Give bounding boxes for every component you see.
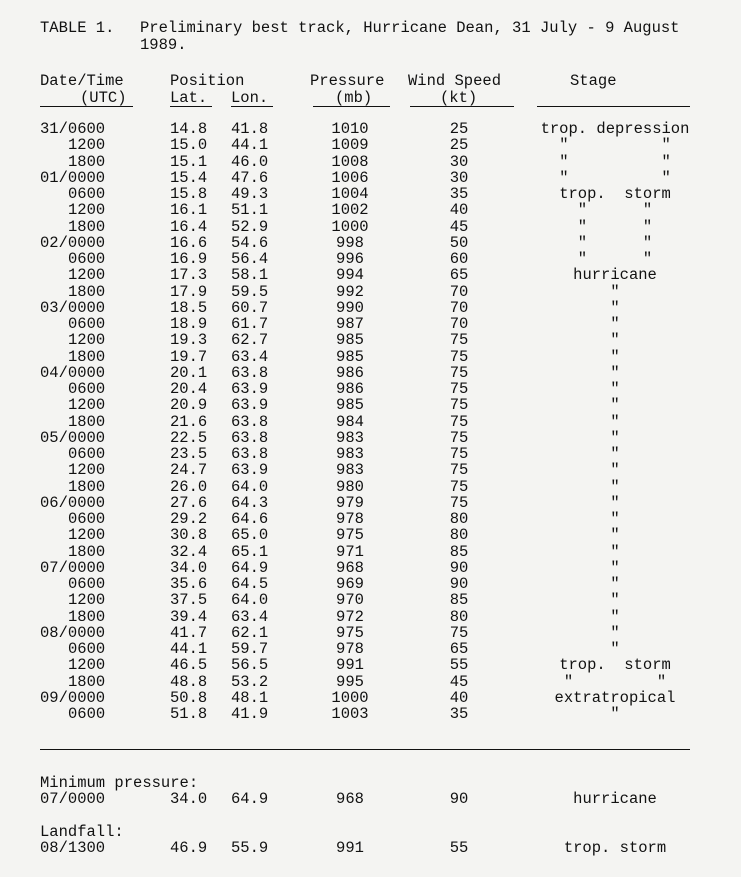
cell-wind: 45 xyxy=(449,217,469,236)
cell-pressure: 978 xyxy=(336,640,364,658)
cell-lat: 15.8 xyxy=(170,185,208,203)
cell-wind: 75 xyxy=(449,347,469,366)
table-row xyxy=(0,674,741,690)
cell-lon: 64.9 xyxy=(231,558,269,577)
cell-pressure: 985 xyxy=(336,347,364,366)
header-utc: (UTC) xyxy=(80,89,127,107)
cell-date: 1800 xyxy=(68,412,106,431)
cell-lat: 44.1 xyxy=(170,640,208,658)
cell-stage: " xyxy=(610,396,620,415)
cell-stage: " xyxy=(610,705,620,723)
cell-pressure: 975 xyxy=(336,526,364,545)
cell-pressure: 979 xyxy=(336,493,364,512)
cell-stage: " " xyxy=(559,168,671,187)
cell-lon: 51.1 xyxy=(231,201,269,220)
cell-lat: 20.4 xyxy=(170,380,208,398)
cell-wind: 90 xyxy=(449,790,469,808)
cell-date: 1800 xyxy=(68,347,106,366)
cell-lat: 15.4 xyxy=(170,168,208,187)
cell-lon: 64.6 xyxy=(231,510,269,528)
underline-stage xyxy=(537,106,690,107)
cell-stage: " xyxy=(610,315,620,333)
table-row xyxy=(0,137,741,153)
cell-lat: 35.6 xyxy=(170,575,208,593)
cell-lon: 54.6 xyxy=(231,233,269,252)
table-row xyxy=(0,235,741,251)
cell-wind: 65 xyxy=(449,266,469,285)
cell-wind: 80 xyxy=(449,526,469,545)
cell-date: 0600 xyxy=(68,445,106,463)
cell-lon: 64.5 xyxy=(231,575,269,593)
cell-stage: " xyxy=(610,461,620,480)
cell-stage: " xyxy=(610,363,620,382)
table-row xyxy=(0,284,741,300)
cell-wind: 65 xyxy=(449,640,469,658)
cell-lon: 60.7 xyxy=(231,298,269,317)
cell-lon: 41.9 xyxy=(231,705,269,723)
header-stage: Stage xyxy=(570,72,617,90)
cell-stage: trop. storm xyxy=(559,656,671,675)
underline-lat xyxy=(170,106,212,107)
cell-stage: " xyxy=(610,575,620,593)
cell-date: 08/0000 xyxy=(40,623,106,642)
cell-wind: 75 xyxy=(449,428,469,447)
cell-pressure: 1002 xyxy=(331,201,369,220)
cell-date: 0600 xyxy=(68,185,106,203)
cell-wind: 75 xyxy=(449,412,469,431)
cell-lat: 41.7 xyxy=(170,623,208,642)
table-row xyxy=(0,657,741,673)
cell-date: 0600 xyxy=(68,510,106,528)
cell-stage: " xyxy=(610,380,620,398)
cell-lon: 63.9 xyxy=(231,461,269,480)
cell-lon: 44.1 xyxy=(231,136,269,155)
cell-stage: " xyxy=(610,623,620,642)
table-row xyxy=(0,544,741,560)
cell-date: 0600 xyxy=(68,705,106,723)
underline-date xyxy=(40,106,133,107)
minimum-pressure-row xyxy=(0,791,741,807)
table-row xyxy=(0,706,741,722)
cell-pressure: 1004 xyxy=(331,185,369,203)
table-row xyxy=(0,479,741,495)
cell-lon: 48.1 xyxy=(231,688,269,707)
header-lat: Lat. xyxy=(170,89,208,107)
cell-wind: 40 xyxy=(449,201,469,220)
cell-date: 07/0000 xyxy=(40,790,106,808)
cell-date: 06/0000 xyxy=(40,493,106,512)
cell-pressure: 990 xyxy=(336,298,364,317)
cell-lat: 14.8 xyxy=(170,120,208,138)
cell-lat: 24.7 xyxy=(170,461,208,480)
cell-lat: 32.4 xyxy=(170,542,208,561)
cell-lon: 63.8 xyxy=(231,363,269,382)
cell-pressure: 983 xyxy=(336,428,364,447)
cell-pressure: 992 xyxy=(336,282,364,301)
cell-wind: 80 xyxy=(449,607,469,626)
table-row xyxy=(0,267,741,283)
cell-pressure: 970 xyxy=(336,591,364,610)
table-row xyxy=(0,446,741,462)
cell-lat: 20.1 xyxy=(170,363,208,382)
cell-date: 1200 xyxy=(68,136,106,155)
cell-lon: 53.2 xyxy=(231,672,269,691)
cell-lon: 52.9 xyxy=(231,217,269,236)
cell-stage: " " xyxy=(563,672,667,691)
cell-stage: " " xyxy=(559,152,671,171)
table-row xyxy=(0,560,741,576)
table-row xyxy=(0,641,741,657)
cell-pressure: 985 xyxy=(336,331,364,350)
cell-pressure: 971 xyxy=(336,542,364,561)
cell-lon: 64.9 xyxy=(231,790,269,808)
cell-lat: 20.9 xyxy=(170,396,208,415)
cell-date: 1200 xyxy=(68,396,106,415)
underline-pressure xyxy=(313,106,390,107)
cell-lon: 64.3 xyxy=(231,493,269,512)
cell-lat: 18.9 xyxy=(170,315,208,333)
cell-stage: " xyxy=(610,591,620,610)
cell-date: 1200 xyxy=(68,526,106,545)
cell-stage: " xyxy=(610,510,620,528)
cell-lon: 59.5 xyxy=(231,282,269,301)
cell-date: 1800 xyxy=(68,542,106,561)
cell-date: 1800 xyxy=(68,672,106,691)
table-row xyxy=(0,219,741,235)
cell-pressure: 968 xyxy=(336,558,364,577)
cell-lat: 48.8 xyxy=(170,672,208,691)
cell-date: 31/0600 xyxy=(40,120,106,138)
cell-date: 0600 xyxy=(68,250,106,268)
cell-stage: hurricane xyxy=(573,266,657,285)
cell-date: 1800 xyxy=(68,217,106,236)
cell-pressure: 1010 xyxy=(331,120,369,138)
cell-date: 08/1300 xyxy=(40,839,106,857)
cell-wind: 35 xyxy=(449,185,469,203)
cell-date: 1800 xyxy=(68,282,106,301)
cell-date: 02/0000 xyxy=(40,233,106,252)
cell-stage: " xyxy=(610,607,620,626)
table-caption: Preliminary best track, Hurricane Dean, 31 July - 9 August 1989. xyxy=(140,19,680,54)
header-date: Date/Time xyxy=(40,72,124,90)
table-row xyxy=(0,121,741,137)
table-row xyxy=(0,365,741,381)
cell-wind: 70 xyxy=(449,298,469,317)
minimum-pressure-label: Minimum pressure: xyxy=(40,774,199,792)
cell-pressure: 1000 xyxy=(331,217,369,236)
cell-lon: 63.9 xyxy=(231,380,269,398)
cell-stage: " xyxy=(610,542,620,561)
underline-wind xyxy=(410,106,514,107)
table-row xyxy=(0,316,741,332)
header-pressure: Pressure xyxy=(310,72,385,90)
cell-date: 1200 xyxy=(68,331,106,350)
header-mb: (mb) xyxy=(335,89,373,107)
cell-lon: 65.0 xyxy=(231,526,269,545)
table-row xyxy=(0,495,741,511)
cell-pressure: 986 xyxy=(336,363,364,382)
cell-wind: 70 xyxy=(449,282,469,301)
cell-lon: 64.0 xyxy=(231,477,269,496)
table-row xyxy=(0,300,741,316)
cell-pressure: 1006 xyxy=(331,168,369,187)
cell-lat: 34.0 xyxy=(170,790,208,808)
cell-pressure: 985 xyxy=(336,396,364,415)
cell-lon: 49.3 xyxy=(231,185,269,203)
cell-pressure: 968 xyxy=(336,790,364,808)
table-row xyxy=(0,527,741,543)
cell-pressure: 978 xyxy=(336,510,364,528)
cell-wind: 75 xyxy=(449,493,469,512)
table-row xyxy=(0,154,741,170)
cell-date: 0600 xyxy=(68,640,106,658)
cell-stage: " xyxy=(610,298,620,317)
cell-pressure: 1003 xyxy=(331,705,369,723)
cell-date: 1800 xyxy=(68,477,106,496)
cell-lat: 17.3 xyxy=(170,266,208,285)
header-kt: (kt) xyxy=(440,89,478,107)
cell-wind: 25 xyxy=(449,136,469,155)
cell-stage: " " xyxy=(577,233,653,252)
cell-wind: 75 xyxy=(449,477,469,496)
cell-lat: 50.8 xyxy=(170,688,208,707)
table-row xyxy=(0,690,741,706)
table-row xyxy=(0,430,741,446)
landfall-label: Landfall: xyxy=(40,823,124,841)
table-row xyxy=(0,251,741,267)
landfall-row xyxy=(0,840,741,856)
cell-date: 1800 xyxy=(68,607,106,626)
cell-date: 03/0000 xyxy=(40,298,106,317)
table-row xyxy=(0,170,741,186)
cell-lat: 30.8 xyxy=(170,526,208,545)
table-row xyxy=(0,349,741,365)
cell-stage: hurricane xyxy=(573,790,657,808)
cell-stage: " xyxy=(610,445,620,463)
cell-lon: 56.5 xyxy=(231,656,269,675)
cell-lon: 62.1 xyxy=(231,623,269,642)
cell-pressure: 983 xyxy=(336,461,364,480)
cell-pressure: 980 xyxy=(336,477,364,496)
cell-lon: 63.4 xyxy=(231,347,269,366)
cell-stage: " xyxy=(610,428,620,447)
underline-lon xyxy=(231,106,273,107)
table-row xyxy=(0,462,741,478)
cell-pressure: 991 xyxy=(336,839,364,857)
cell-stage: " xyxy=(610,331,620,350)
cell-pressure: 983 xyxy=(336,445,364,463)
cell-stage: " xyxy=(610,412,620,431)
cell-wind: 40 xyxy=(449,688,469,707)
cell-stage: trop. depression xyxy=(540,120,690,138)
cell-wind: 75 xyxy=(449,461,469,480)
cell-lat: 29.2 xyxy=(170,510,208,528)
cell-pressure: 984 xyxy=(336,412,364,431)
cell-wind: 50 xyxy=(449,233,469,252)
cell-date: 1200 xyxy=(68,201,106,220)
cell-date: 1200 xyxy=(68,656,106,675)
table-row xyxy=(0,511,741,527)
cell-wind: 85 xyxy=(449,542,469,561)
cell-stage: " xyxy=(610,640,620,658)
cell-wind: 70 xyxy=(449,315,469,333)
cell-lon: 62.7 xyxy=(231,331,269,350)
cell-wind: 55 xyxy=(449,839,469,857)
cell-date: 0600 xyxy=(68,380,106,398)
table-row xyxy=(0,397,741,413)
cell-lon: 56.4 xyxy=(231,250,269,268)
cell-lat: 16.6 xyxy=(170,233,208,252)
cell-lon: 63.8 xyxy=(231,428,269,447)
cell-date: 0600 xyxy=(68,315,106,333)
table-row xyxy=(0,592,741,608)
cell-wind: 30 xyxy=(449,152,469,171)
cell-stage: " " xyxy=(577,250,653,268)
table-row xyxy=(0,381,741,397)
cell-wind: 75 xyxy=(449,380,469,398)
cell-lat: 51.8 xyxy=(170,705,208,723)
header-position: Position xyxy=(170,72,245,90)
cell-date: 01/0000 xyxy=(40,168,106,187)
cell-stage: " xyxy=(610,282,620,301)
cell-lat: 26.0 xyxy=(170,477,208,496)
cell-pressure: 994 xyxy=(336,266,364,285)
cell-lat: 22.5 xyxy=(170,428,208,447)
cell-lon: 55.9 xyxy=(231,839,269,857)
table-row xyxy=(0,625,741,641)
cell-lat: 19.3 xyxy=(170,331,208,350)
cell-stage: " " xyxy=(577,217,653,236)
cell-pressure: 987 xyxy=(336,315,364,333)
header-wind: Wind Speed xyxy=(408,72,502,90)
cell-wind: 35 xyxy=(449,705,469,723)
cell-wind: 25 xyxy=(449,120,469,138)
cell-wind: 45 xyxy=(449,672,469,691)
table-row xyxy=(0,609,741,625)
cell-wind: 90 xyxy=(449,558,469,577)
cell-lat: 46.9 xyxy=(170,839,208,857)
cell-wind: 75 xyxy=(449,331,469,350)
cell-pressure: 1008 xyxy=(331,152,369,171)
cell-lat: 15.1 xyxy=(170,152,208,171)
cell-lat: 17.9 xyxy=(170,282,208,301)
cell-stage: " xyxy=(610,526,620,545)
cell-wind: 75 xyxy=(449,363,469,382)
cell-lat: 16.4 xyxy=(170,217,208,236)
cell-date: 1200 xyxy=(68,591,106,610)
cell-stage: " xyxy=(610,493,620,512)
cell-date: 09/0000 xyxy=(40,688,106,707)
cell-pressure: 986 xyxy=(336,380,364,398)
cell-lat: 16.9 xyxy=(170,250,208,268)
table-row xyxy=(0,414,741,430)
cell-lon: 63.8 xyxy=(231,412,269,431)
cell-wind: 75 xyxy=(449,623,469,642)
cell-lon: 63.4 xyxy=(231,607,269,626)
cell-date: 05/0000 xyxy=(40,428,106,447)
cell-wind: 60 xyxy=(449,250,469,268)
table-divider xyxy=(40,749,690,750)
table-row xyxy=(0,202,741,218)
cell-lon: 47.6 xyxy=(231,168,269,187)
cell-stage: " " xyxy=(577,201,653,220)
cell-stage: extratropical xyxy=(554,688,676,707)
cell-lon: 46.0 xyxy=(231,152,269,171)
cell-lat: 37.5 xyxy=(170,591,208,610)
cell-lat: 23.5 xyxy=(170,445,208,463)
cell-pressure: 975 xyxy=(336,623,364,642)
cell-stage: trop. storm xyxy=(563,839,667,857)
cell-lon: 64.0 xyxy=(231,591,269,610)
cell-lon: 59.7 xyxy=(231,640,269,658)
cell-lon: 63.9 xyxy=(231,396,269,415)
cell-date: 1200 xyxy=(68,461,106,480)
cell-wind: 75 xyxy=(449,445,469,463)
cell-lat: 39.4 xyxy=(170,607,208,626)
cell-lat: 27.6 xyxy=(170,493,208,512)
cell-stage: " xyxy=(610,558,620,577)
cell-pressure: 1009 xyxy=(331,136,369,155)
cell-lon: 65.1 xyxy=(231,542,269,561)
cell-date: 1200 xyxy=(68,266,106,285)
cell-date: 1800 xyxy=(68,152,106,171)
cell-pressure: 995 xyxy=(336,672,364,691)
cell-date: 0600 xyxy=(68,575,106,593)
cell-pressure: 969 xyxy=(336,575,364,593)
cell-stage: " xyxy=(610,477,620,496)
cell-pressure: 972 xyxy=(336,607,364,626)
header-lon: Lon. xyxy=(231,89,269,107)
cell-date: 07/0000 xyxy=(40,558,106,577)
cell-lon: 61.7 xyxy=(231,315,269,333)
cell-pressure: 991 xyxy=(336,656,364,675)
cell-lat: 19.7 xyxy=(170,347,208,366)
table-row xyxy=(0,576,741,592)
cell-lat: 16.1 xyxy=(170,201,208,220)
cell-stage: " " xyxy=(559,136,671,155)
cell-lon: 63.8 xyxy=(231,445,269,463)
table-row xyxy=(0,186,741,202)
cell-lat: 15.0 xyxy=(170,136,208,155)
cell-pressure: 998 xyxy=(336,233,364,252)
cell-lat: 18.5 xyxy=(170,298,208,317)
cell-stage: " xyxy=(610,347,620,366)
cell-wind: 75 xyxy=(449,396,469,415)
cell-pressure: 1000 xyxy=(331,688,369,707)
table-row xyxy=(0,332,741,348)
cell-lon: 58.1 xyxy=(231,266,269,285)
cell-wind: 80 xyxy=(449,510,469,528)
cell-lat: 21.6 xyxy=(170,412,208,431)
cell-lon: 41.8 xyxy=(231,120,269,138)
cell-stage: trop. storm xyxy=(559,185,671,203)
cell-pressure: 996 xyxy=(336,250,364,268)
cell-wind: 90 xyxy=(449,575,469,593)
cell-date: 04/0000 xyxy=(40,363,106,382)
cell-wind: 30 xyxy=(449,168,469,187)
cell-wind: 55 xyxy=(449,656,469,675)
cell-wind: 85 xyxy=(449,591,469,610)
cell-lat: 46.5 xyxy=(170,656,208,675)
cell-lat: 34.0 xyxy=(170,558,208,577)
table-label: TABLE 1. xyxy=(40,19,115,37)
